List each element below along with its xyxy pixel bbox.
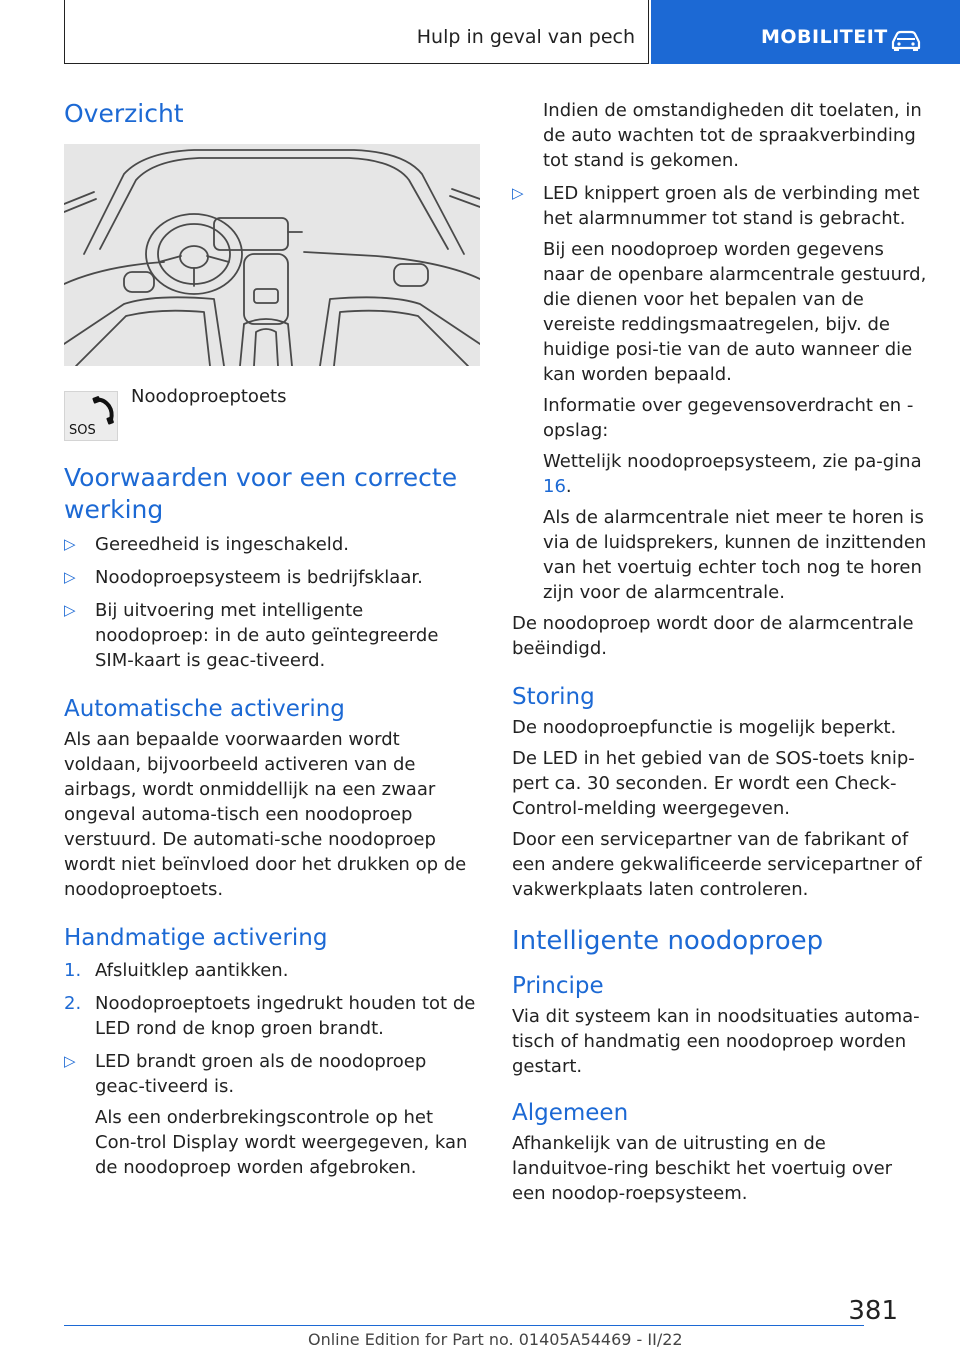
data-transfer-text: Bij een noodoproep worden gegevens naar de openbare alarmcentrale gestuurd, die dienen voor het bepalen van de vereiste reddingsmaatregelen, bijv. de huidige posi-tie van de auto wanneer die kan worden bepaald. — [543, 239, 927, 385]
left-column — [64, 98, 480, 1180]
fault-text-3: Door een servicepartner van de fabrikant of een andere gekwalificeerde servicepartner of vakwerkplaats laten controleren. — [512, 829, 922, 900]
info-text: Informatie over gegevensoverdracht en -opslag: — [543, 395, 914, 441]
header-chapter-title: MOBILITEIT — [761, 26, 888, 48]
footer-edition: Online Edition for Part no. 01405A54469 - II/22 — [308, 1330, 683, 1349]
sos-button-text: SOS — [69, 423, 96, 438]
fault-text-1: De noodoproepfunctie is mogelijk beperkt. — [512, 717, 897, 738]
list-item: ▷ LED brandt groen als de noodoproep geac-tiveerd is. — [64, 1051, 427, 1097]
general-text: Afhankelijk van de uitrusting en de landuitvoe-ring beschikt het voertuig over een noodop-roepsysteem. — [512, 1133, 893, 1204]
triangle-bullet-icon: ▷ — [64, 568, 76, 586]
triangle-bullet-icon: ▷ — [512, 184, 524, 202]
list-item: ▷ Noodoproepsysteem is bedrijfsklaar. — [64, 567, 423, 588]
car-icon — [889, 28, 923, 52]
manual-steps — [64, 958, 480, 1180]
phone-icon — [65, 392, 117, 440]
header-chapter-tab — [651, 0, 960, 64]
page-link[interactable]: 16 — [543, 476, 566, 497]
triangle-bullet-icon: ▷ — [64, 1052, 76, 1070]
manual-activation-heading: Handmatige activering — [64, 925, 328, 951]
auto-activation-text: Als aan bepaalde voorwaarden wordt voldaan, bijvoorbeeld activeren van de airbags, wordt onmiddellijk na een zwaar ongeval automa-tisch een noodoproep verstuurd. De automati-sche noodoproep wordt niet beïnvloed door het drukken op de noodoproeptoets. — [64, 729, 467, 900]
principle-text: Via dit systeem kan in noodsituaties automa-tisch of handmatig een noodoproep worden gestart. — [512, 1006, 920, 1077]
header-section-title: Hulp in geval van pech — [416, 26, 635, 48]
triangle-bullet-icon: ▷ — [64, 601, 76, 619]
list-item: ▷ Bij uitvoering met intelligente noodoproep: in de auto geïntegreerde SIM-kaart is geac-tiveerd. — [64, 600, 439, 671]
end-text: De noodoproep wordt door de alarmcentrale beëindigd. — [512, 613, 914, 659]
auto-activation-heading: Automatische activering — [64, 696, 345, 722]
wait-text: Indien de omstandigheden dit toelaten, in de auto wachten tot de spraakverbinding tot stand is gekomen. — [543, 100, 922, 171]
sos-button-row — [64, 384, 480, 454]
triangle-bullet-icon: ▷ — [64, 535, 76, 553]
intelligent-heading: Intelligente noodoproep — [512, 926, 824, 956]
fault-text-2: De LED in het gebied van de SOS-toets knip-pert ca. 30 seconden. Er wordt een Check-Control-melding weergegeven. — [512, 748, 915, 819]
fault-heading: Storing — [512, 684, 595, 710]
dashboard-drawing — [64, 144, 480, 366]
right-column — [512, 98, 928, 1206]
cancel-text: Als een onderbrekingscontrole op het Con-trol Display wordt weergegeven, kan de noodoproep worden afgebroken. — [95, 1107, 468, 1178]
step-item: 1. Afsluitklep aantikken. — [64, 960, 289, 981]
legal-reference: Wettelijk noodoproepsysteem, zie pa-gina 16. — [543, 451, 922, 497]
prereq-list — [64, 532, 480, 673]
sos-caption: Noodoproeptoets — [131, 386, 287, 407]
list-item: ▷ LED knippert groen als de verbinding met het alarmnummer tot stand is gebracht. — [512, 183, 920, 229]
general-heading: Algemeen — [512, 1100, 629, 1126]
list-item: ▷ Gereedheid is ingeschakeld. — [64, 534, 349, 555]
overview-heading: Overzicht — [64, 99, 184, 128]
dashboard-illustration — [64, 144, 480, 366]
principle-heading: Principe — [512, 973, 604, 999]
step-item: 2. Noodoproeptoets ingedrukt houden tot de LED rond de knop groen brandt. — [64, 993, 476, 1039]
prereq-heading: Voorwaarden voor een correcte werking — [64, 463, 458, 524]
sos-button-graphic — [64, 391, 118, 441]
footer-divider — [64, 1325, 864, 1326]
page-number: 381 — [848, 1296, 898, 1326]
speaker-text: Als de alarmcentrale niet meer te horen is via de luidsprekers, kunnen de inzittenden van het voertuig echter toch nog te horen zijn voor de alarmcentrale. — [543, 507, 927, 603]
